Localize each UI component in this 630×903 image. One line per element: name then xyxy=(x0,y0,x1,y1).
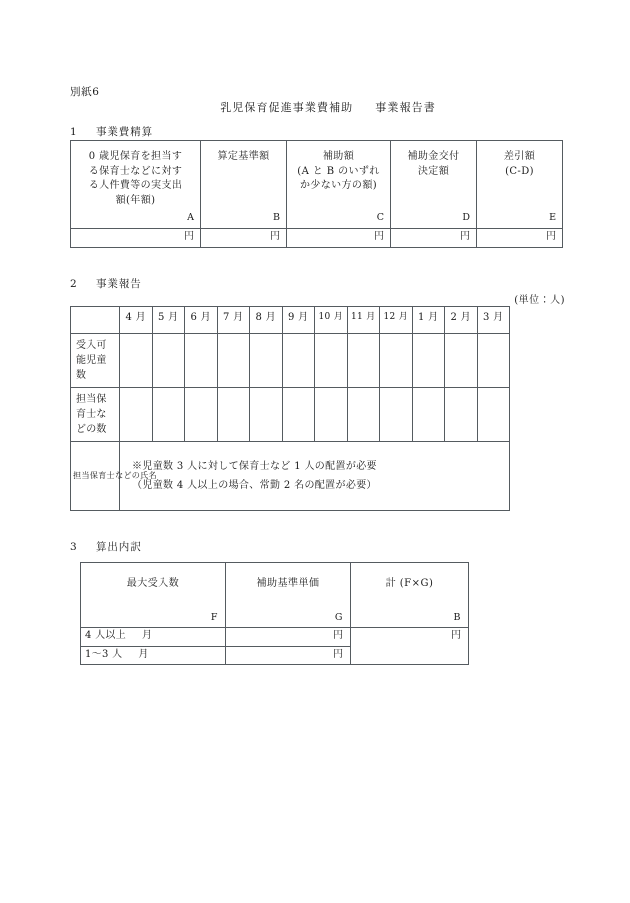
settlement-value-d[interactable]: 円 xyxy=(391,229,477,248)
breakdown-header-capacity xyxy=(81,563,226,628)
report-corner-cell xyxy=(71,307,120,334)
settlement-label-a-line1: 0 歳児保育を担当す xyxy=(88,151,183,162)
settlement-header-row xyxy=(71,141,563,229)
report-row-staff xyxy=(71,388,510,442)
report-cell-staff-4[interactable] xyxy=(217,388,250,442)
report-cell-capacity-2[interactable] xyxy=(152,334,185,388)
breakdown-row-over4 xyxy=(81,628,469,647)
settlement-label-c-line2: (A と B のいずれ xyxy=(297,165,380,177)
settlement-code-b: B xyxy=(273,212,280,224)
settlement-label-a-line4: 額(年額) xyxy=(115,194,156,206)
settlement-code-d: D xyxy=(462,212,470,224)
report-month-header-5: 8 月 xyxy=(250,307,283,334)
breakdown-label-capacity: 最大受入数 xyxy=(126,578,180,589)
section1-heading xyxy=(70,124,153,139)
breakdown-header-total xyxy=(351,563,469,628)
report-month-header-6: 9 月 xyxy=(282,307,315,334)
breakdown-capacity-over4[interactable] xyxy=(81,628,226,647)
breakdown-label-total: 計 (F×G) xyxy=(385,578,434,589)
report-month-header-10: 1 月 xyxy=(412,307,445,334)
report-cell-staff-1[interactable] xyxy=(120,388,153,442)
section1-number: 1 xyxy=(70,126,78,138)
report-cell-staff-7[interactable] xyxy=(315,388,348,442)
breakdown-code-b: B xyxy=(453,612,461,624)
breakdown-label-unitprice: 補助基準単価 xyxy=(256,578,320,589)
staffing-note-line1: ※児童数 3 人に対して保育士など 1 人の配置が必要 xyxy=(132,460,377,472)
breakdown-capacity-1to3-text: 1〜3 人 xyxy=(85,648,123,660)
report-row-label-staff: 担当保育士などの数 xyxy=(71,388,120,442)
report-cell-staff-5[interactable] xyxy=(250,388,283,442)
settlement-code-c: C xyxy=(376,212,384,224)
report-cell-capacity-1[interactable] xyxy=(120,334,153,388)
settlement-code-a: A xyxy=(187,212,194,224)
breakdown-code-f: F xyxy=(210,612,218,624)
breakdown-header-row xyxy=(81,563,469,628)
settlement-value-a[interactable]: 円 xyxy=(71,229,201,248)
report-cell-staff-8[interactable] xyxy=(347,388,380,442)
settlement-label-b-line1: 算定基準額 xyxy=(217,151,270,162)
report-table xyxy=(70,306,510,511)
report-row-names xyxy=(71,442,510,511)
report-month-header-1: 4 月 xyxy=(120,307,153,334)
report-staffing-note xyxy=(120,442,510,511)
settlement-value-e[interactable]: 円 xyxy=(477,229,563,248)
report-cell-capacity-3[interactable] xyxy=(185,334,218,388)
settlement-header-cell-b xyxy=(201,141,287,229)
settlement-value-c[interactable]: 円 xyxy=(287,229,391,248)
breakdown-capacity-1to3-unit: 月 xyxy=(138,648,149,660)
report-cell-capacity-6[interactable] xyxy=(282,334,315,388)
report-cell-capacity-9[interactable] xyxy=(380,334,413,388)
report-cell-staff-11[interactable] xyxy=(445,388,478,442)
section3-heading xyxy=(70,539,142,554)
section2-number: 2 xyxy=(70,278,78,290)
report-cell-capacity-8[interactable] xyxy=(347,334,380,388)
report-cell-capacity-5[interactable] xyxy=(250,334,283,388)
breakdown-capacity-over4-unit: 月 xyxy=(142,630,153,641)
breakdown-capacity-1to3[interactable] xyxy=(81,646,226,665)
settlement-label-a-line3: る人件費等の実支出 xyxy=(88,180,183,191)
report-month-header-9: 12 月 xyxy=(380,307,413,334)
breakdown-table xyxy=(80,562,469,665)
report-cell-staff-3[interactable] xyxy=(185,388,218,442)
breakdown-capacity-over4-text: 4 人以上 xyxy=(85,630,127,641)
report-cell-capacity-7[interactable] xyxy=(315,334,348,388)
settlement-header-cell-d xyxy=(391,141,477,229)
report-month-header-4: 7 月 xyxy=(217,307,250,334)
section3-heading-text: 算出内訳 xyxy=(96,541,142,553)
report-row-label-capacity: 受入可能児童数 xyxy=(71,334,120,388)
report-month-header-7: 10 月 xyxy=(315,307,348,334)
report-cell-capacity-10[interactable] xyxy=(412,334,445,388)
settlement-table xyxy=(70,140,563,248)
report-row-label-names: 担当保育士などの氏名 xyxy=(71,442,120,511)
section1-heading-text: 事業費精算 xyxy=(96,126,153,138)
report-month-header-2: 5 月 xyxy=(152,307,185,334)
settlement-label-e-line1: 差引額 xyxy=(503,151,536,162)
breakdown-code-g: G xyxy=(334,612,343,624)
report-cell-staff-10[interactable] xyxy=(412,388,445,442)
report-row-capacity xyxy=(71,334,510,388)
settlement-label-d-line1: 補助金交付 xyxy=(407,151,460,162)
settlement-header-cell-e xyxy=(477,141,563,229)
staffing-note-line2: （児童数 4 人以上の場合、常勤 2 名の配置が必要） xyxy=(132,480,377,491)
settlement-code-e: E xyxy=(549,212,556,224)
document-title-sub: 事業報告書 xyxy=(375,101,436,114)
document-title xyxy=(0,99,630,115)
section2-heading xyxy=(70,276,142,291)
report-cell-staff-9[interactable] xyxy=(380,388,413,442)
settlement-label-c-line1: 補助額 xyxy=(322,151,355,162)
settlement-header-cell-c xyxy=(287,141,391,229)
section3-number: 3 xyxy=(70,541,78,553)
report-month-header-row xyxy=(71,307,510,334)
report-cell-capacity-4[interactable] xyxy=(217,334,250,388)
settlement-value-row xyxy=(71,229,563,248)
report-month-header-8: 11 月 xyxy=(347,307,380,334)
report-cell-staff-12[interactable] xyxy=(477,388,510,442)
breakdown-header-unitprice xyxy=(226,563,351,628)
section2-heading-text: 事業報告 xyxy=(96,278,142,290)
settlement-label-d-line2: 決定額 xyxy=(417,165,450,177)
settlement-value-b[interactable]: 円 xyxy=(201,229,287,248)
report-cell-staff-2[interactable] xyxy=(152,388,185,442)
settlement-label-a-line2: る保育士などに対す xyxy=(88,165,183,177)
document-title-main: 乳児保育促進事業費補助 xyxy=(220,101,354,114)
report-cell-staff-6[interactable] xyxy=(282,388,315,442)
attachment-label: 別紙6 xyxy=(70,86,100,98)
breakdown-unitprice-1to3[interactable]: 円 xyxy=(226,646,351,665)
report-month-header-11: 2 月 xyxy=(445,307,478,334)
settlement-label-e-line2: (C-D) xyxy=(505,165,534,177)
report-month-header-3: 6 月 xyxy=(185,307,218,334)
report-cell-capacity-11[interactable] xyxy=(445,334,478,388)
settlement-label-c-line3: か少ない方の額) xyxy=(299,180,378,191)
report-cell-capacity-12[interactable] xyxy=(477,334,510,388)
settlement-header-cell-a xyxy=(71,141,201,229)
unit-note: (単位：人) xyxy=(514,295,565,306)
breakdown-unitprice-over4[interactable]: 円 xyxy=(226,628,351,647)
breakdown-total-value[interactable]: 円 xyxy=(351,628,469,665)
report-month-header-12: 3 月 xyxy=(477,307,510,334)
